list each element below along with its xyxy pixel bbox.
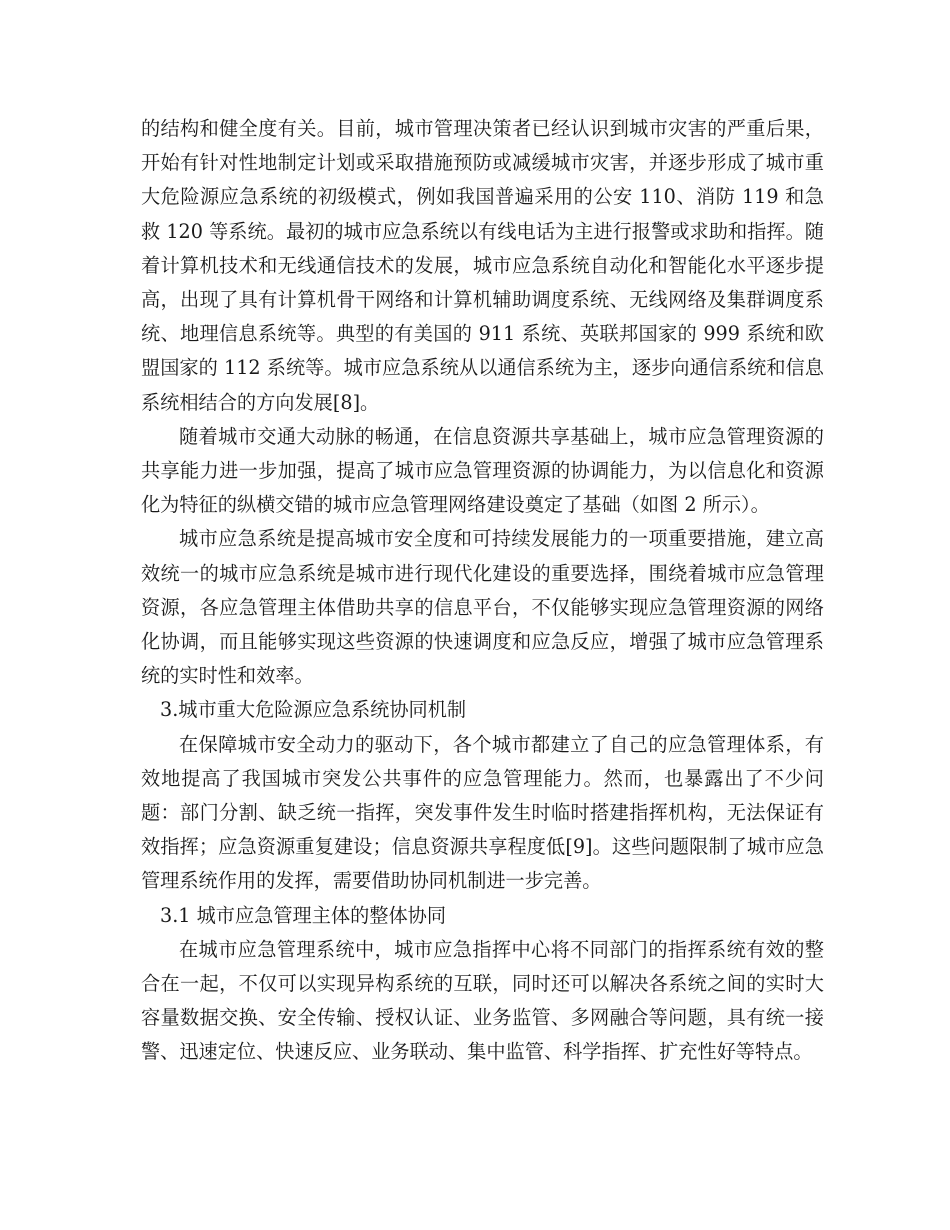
- section-heading-3: 3.城市重大危险源应急系统协同机制: [160, 698, 467, 722]
- paragraph-problems: 在保障城市安全动力的驱动下，各个城市都建立了自己的应急管理体系，有效地提高了我国城市突发公共事件的应急管理能力。然而，也暴露出了不少问题：部门分割、缺乏统一指挥，突发事件发生时临时搭建指挥机构，无法保证有效指挥；应急资源重复建设；信息资源共享程度低[9]。这些问题限制了城市应急管理系统作用的发挥，需要借助协同机制进一步完善。: [141, 732, 824, 893]
- paragraph-emergency-system-importance: 城市应急系统是提高城市安全度和可持续发展能力的一项重要措施，建立高效统一的城市应急系统是城市进行现代化建设的重要选择，围绕着城市应急管理资源，各应急管理主体借助共享的信息平台，不仅能够实现应急管理资源的网络化协调，而且能够实现这些资源的快速调度和应急反应，增强了城市应急管理系统的实时性和效率。: [141, 527, 824, 688]
- paragraph-emergency-system-history: 的结构和健全度有关。目前，城市管理决策者已经认识到城市灾害的严重后果，开始有针对性地制定计划或采取措施预防或减缓城市灾害，并逐步形成了城市重大危险源应急系统的初级模式，例如我国普遍采用的公安 110、消防 119 和急救 120 等系统。最初的城市应急系统以有线电话为主进行报警或求助和指挥。随着计算机技术和无线通信技术的发展，城市应急系统自动化和智能化水平逐步提高，出现了具有计算机骨干网络和计算机辅助调度系统、无线网络及集群调度系统、地理信息系统等。典型的有美国的 911 系统、英联邦国家的 999 系统和欧盟国家的 112 系统等。城市应急系统从以通信系统为主，逐步向通信系统和信息系统相结合的方向发展[8]。: [141, 117, 824, 414]
- paragraph-resource-sharing: 随着城市交通大动脉的畅通，在信息资源共享基础上，城市应急管理资源的共享能力进一步加强，提高了城市应急管理资源的协调能力，为以信息化和资源化为特征的纵横交错的城市应急管理网络建设奠定了基础（如图 2 所示）。: [141, 424, 824, 517]
- section-heading-3-1: 3.1 城市应急管理主体的整体协同: [160, 903, 447, 927]
- document-body: [141, 112, 824, 1070]
- paragraph-command-center: 在城市应急管理系统中，城市应急指挥中心将不同部门的指挥系统有效的整合在一起，不仅可以实现异构系统的互联，同时还可以解决各系统之间的实时大容量数据交换、安全传输、授权认证、业务监管、多网融合等问题，具有统一接警、迅速定位、快速反应、业务联动、集中监管、科学指挥、扩充性好等特点。: [141, 937, 824, 1064]
